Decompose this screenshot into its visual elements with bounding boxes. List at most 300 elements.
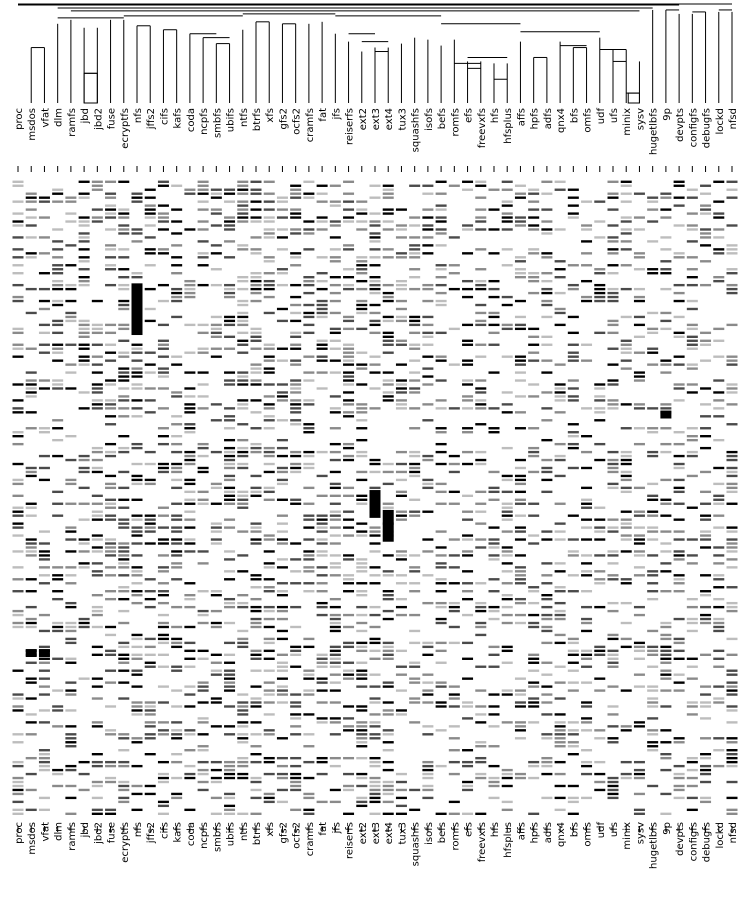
- cell-minix-71: [621, 463, 632, 465]
- cell-debugfs-109: [700, 614, 711, 616]
- cell-tux3-133: [396, 709, 407, 711]
- cell-btrfs-86: [251, 522, 262, 524]
- cell-kafs-71: [171, 463, 182, 465]
- column-label-kafs: kafs: [172, 108, 184, 129]
- cell-devpts-55: [674, 399, 685, 401]
- cell-devpts-141: [674, 741, 685, 743]
- cell-squashfs-153: [409, 789, 420, 791]
- cell-reiserfs-149: [343, 773, 354, 775]
- cell-devpts-18: [674, 252, 685, 254]
- cell-msdos-72: [26, 467, 37, 469]
- cell-dlm-60: [52, 419, 63, 421]
- cell-coda-28: [184, 292, 195, 294]
- cell-isofs-34: [422, 316, 433, 318]
- cell-efs-131: [462, 701, 473, 703]
- cell-coda-2: [184, 189, 195, 191]
- cell-kafs-128: [171, 689, 182, 691]
- cell-cramfs-128: [303, 689, 314, 691]
- cell-ubifs-105: [224, 598, 235, 600]
- cell-lockd-127: [713, 685, 724, 687]
- cell-debugfs-88: [700, 530, 711, 532]
- cell-nfs-57: [132, 407, 143, 409]
- cell-lockd-143: [713, 749, 724, 751]
- cell-ext2-80: [356, 499, 367, 501]
- cell-ext4-29: [383, 296, 394, 298]
- cell-msdos-126: [26, 681, 37, 683]
- cell-jbd-14: [79, 236, 90, 238]
- cell-jbd2-0: [92, 181, 103, 183]
- cell-befs-12: [436, 228, 447, 230]
- cell-cramfs-125: [303, 677, 314, 679]
- cell-ext2-150: [356, 777, 367, 779]
- cell-isofs-14: [422, 236, 433, 238]
- cell-freevxfs-68: [475, 451, 486, 453]
- cell-ocfs2-57: [290, 407, 301, 409]
- cell-ext4-54: [383, 395, 394, 397]
- cell-configfs-122: [687, 666, 698, 668]
- cell-minix-45: [621, 359, 632, 361]
- cell-hugetlbfs-7: [647, 208, 658, 210]
- cell-isofs-150: [422, 777, 433, 779]
- cell-cramfs-139: [303, 733, 314, 735]
- cell-ext3-11: [370, 224, 381, 226]
- cell-isofs-39: [422, 336, 433, 338]
- cell-romfs-156: [449, 801, 460, 803]
- cell-devpts-0: [674, 181, 685, 183]
- cell-minix-0: [621, 181, 632, 183]
- cell-sysv-127: [634, 685, 645, 687]
- cell-freevxfs-111: [475, 622, 486, 624]
- cell-romfs-14: [449, 236, 460, 238]
- cell-reiserfs-95: [343, 558, 354, 560]
- cell-squashfs-52: [409, 387, 420, 389]
- cell-ntfs-116: [237, 642, 248, 644]
- cell-reiserfs-37: [343, 328, 354, 330]
- cell-affs-22: [515, 268, 526, 270]
- cell-lockd-0: [713, 181, 724, 183]
- cell-qnx4-139: [555, 733, 566, 735]
- cell-cramfs-103: [303, 590, 314, 592]
- cell-hugetlbfs-101: [647, 582, 658, 584]
- column-label-coda: coda: [185, 108, 197, 133]
- cell-ntfs-24: [237, 276, 248, 278]
- cell-omfs-149: [581, 773, 592, 775]
- cell-isofs-106: [422, 602, 433, 604]
- cell-jbd2-93: [92, 550, 103, 552]
- cell-hfsplus-93: [502, 550, 513, 552]
- cell-gfs2-60: [277, 419, 288, 421]
- cell-cifs-146: [158, 761, 169, 763]
- column-label-sysv: sysv: [635, 108, 647, 131]
- cell-cifs-57: [158, 407, 169, 409]
- cell-reiserfs-35: [343, 320, 354, 322]
- cell-cramfs-24: [303, 276, 314, 278]
- cell-nfsd-36: [727, 324, 738, 326]
- cell-configfs-65: [687, 439, 698, 441]
- cell-bfs-118: [568, 650, 579, 652]
- cell-bfs-54: [568, 395, 579, 397]
- cell-dlm-97: [52, 566, 63, 568]
- cell-msdos-33: [26, 312, 37, 314]
- cell-gfs2-75: [277, 479, 288, 481]
- cell-fat-68: [317, 451, 328, 453]
- cell-ext3-145: [370, 757, 381, 759]
- cell-isofs-116: [422, 642, 433, 644]
- cell-ext3-159: [370, 813, 381, 815]
- cell-befs-96: [436, 562, 447, 564]
- cell-tux3-159: [396, 813, 407, 815]
- cell-ncpfs-136: [198, 721, 209, 723]
- cell-kafs-116: [171, 642, 182, 644]
- cell-ext2-56: [356, 403, 367, 405]
- cell-kafs-93: [171, 550, 182, 552]
- dark-block-ext3-1: [370, 490, 381, 518]
- cell-hpfs-121: [528, 662, 539, 664]
- cell-ext3-44: [370, 356, 381, 358]
- cell-squashfs-71: [409, 463, 420, 465]
- cell-ufs-42: [608, 348, 619, 350]
- cell-ntfs-79: [237, 495, 248, 497]
- cell-jbd-35: [79, 320, 90, 322]
- cell-bfs-64: [568, 435, 579, 437]
- cell-ext2-111: [356, 622, 367, 624]
- cell-9p-88: [660, 530, 671, 532]
- cell-ubifs-98: [224, 570, 235, 572]
- cell-9p-48: [660, 371, 671, 373]
- cell-reiserfs-24: [343, 276, 354, 278]
- column-label-adfs: adfs: [542, 822, 554, 844]
- cell-affs-150: [515, 777, 526, 779]
- cell-hpfs-73: [528, 471, 539, 473]
- cell-freevxfs-1: [475, 185, 486, 187]
- cell-efs-120: [462, 658, 473, 660]
- cell-ext2-60: [356, 419, 367, 421]
- cell-freevxfs-0: [475, 181, 486, 183]
- cell-jffs2-11: [145, 224, 156, 226]
- cell-ramfs-139: [65, 733, 76, 735]
- cell-affs-149: [515, 773, 526, 775]
- cell-omfs-103: [581, 590, 592, 592]
- cell-vfat-50: [39, 379, 50, 381]
- cell-tux3-71: [396, 463, 407, 465]
- cell-jfs-121: [330, 662, 341, 664]
- cell-nfsd-107: [727, 606, 738, 608]
- cell-squashfs-9: [409, 216, 420, 218]
- cell-tux3-99: [396, 574, 407, 576]
- cell-devpts-69: [674, 455, 685, 457]
- cell-debugfs-148: [700, 769, 711, 771]
- cell-tux3-95: [396, 558, 407, 560]
- cell-omfs-15: [581, 240, 592, 242]
- cell-omfs-45: [581, 359, 592, 361]
- cell-ufs-106: [608, 602, 619, 604]
- cell-freevxfs-56: [475, 403, 486, 405]
- cell-ntfs-159: [237, 813, 248, 815]
- cell-ext2-152: [356, 785, 367, 787]
- cell-reiserfs-43: [343, 352, 354, 354]
- cell-ocfs2-129: [290, 693, 301, 695]
- cell-nfsd-81: [727, 503, 738, 505]
- cell-cramfs-146: [303, 761, 314, 763]
- cell-9p-114: [660, 634, 671, 636]
- cell-minix-17: [621, 248, 632, 250]
- cell-romfs-21: [449, 264, 460, 266]
- cell-smbfs-121: [211, 662, 222, 664]
- cell-coda-69: [184, 455, 195, 457]
- cell-ufs-7: [608, 208, 619, 210]
- cell-configfs-24: [687, 276, 698, 278]
- cell-cifs-138: [158, 729, 169, 731]
- cell-ocfs2-95: [290, 558, 301, 560]
- cell-squashfs-130: [409, 697, 420, 699]
- cell-tux3-26: [396, 284, 407, 286]
- cell-proc-84: [13, 515, 24, 517]
- cell-ufs-71: [608, 463, 619, 465]
- cell-ecryptfs-8: [118, 212, 129, 214]
- cell-reiserfs-50: [343, 379, 354, 381]
- cell-9p-118: [660, 650, 671, 652]
- cell-squashfs-48: [409, 371, 420, 373]
- cell-fat-52: [317, 387, 328, 389]
- cell-hugetlbfs-122: [647, 666, 658, 668]
- cell-ecryptfs-143: [118, 749, 129, 751]
- cell-affs-1: [515, 185, 526, 187]
- cell-configfs-125: [687, 677, 698, 679]
- cell-ext2-65: [356, 439, 367, 441]
- cell-kafs-117: [171, 646, 182, 648]
- cell-coda-93: [184, 550, 195, 552]
- cell-xfs-20: [264, 260, 275, 262]
- cell-minix-77: [621, 487, 632, 489]
- cell-cifs-131: [158, 701, 169, 703]
- cell-cifs-48: [158, 371, 169, 373]
- cell-isofs-38: [422, 332, 433, 334]
- cell-reiserfs-58: [343, 411, 354, 413]
- cell-qnx4-136: [555, 721, 566, 723]
- cell-ubifs-68: [224, 451, 235, 453]
- cell-befs-26: [436, 284, 447, 286]
- cell-romfs-130: [449, 697, 460, 699]
- cell-ext3-26: [370, 284, 381, 286]
- cell-hpfs-25: [528, 280, 539, 282]
- cell-ufs-121: [608, 662, 619, 664]
- cell-ocfs2-19: [290, 256, 301, 258]
- cell-befs-81: [436, 503, 447, 505]
- cell-sysv-34: [634, 316, 645, 318]
- cell-jbd-90: [79, 538, 90, 540]
- cell-cifs-30: [158, 300, 169, 302]
- cell-bfs-66: [568, 443, 579, 445]
- cell-bfs-26: [568, 284, 579, 286]
- cell-jbd-17: [79, 248, 90, 250]
- cell-smbfs-42: [211, 348, 222, 350]
- cell-msdos-92: [26, 546, 37, 548]
- cell-devpts-75: [674, 479, 685, 481]
- cell-reiserfs-48: [343, 371, 354, 373]
- cell-ntfs-1: [237, 185, 248, 187]
- cell-debugfs-62: [700, 427, 711, 429]
- cell-ubifs-116: [224, 642, 235, 644]
- cell-vfat-123: [39, 670, 50, 672]
- cell-affs-97: [515, 566, 526, 568]
- cell-cramfs-13: [303, 232, 314, 234]
- cell-ext4-133: [383, 709, 394, 711]
- cell-ubifs-15: [224, 240, 235, 242]
- cell-ocfs2-137: [290, 725, 301, 727]
- cell-ubifs-79: [224, 495, 235, 497]
- cell-efs-98: [462, 570, 473, 572]
- cell-efs-116: [462, 642, 473, 644]
- cell-hugetlbfs-88: [647, 530, 658, 532]
- cell-ubifs-69: [224, 455, 235, 457]
- cell-affs-80: [515, 499, 526, 501]
- cell-adfs-27: [541, 288, 552, 290]
- cell-freevxfs-101: [475, 582, 486, 584]
- cell-hugetlbfs-142: [647, 745, 658, 747]
- cell-freevxfs-86: [475, 522, 486, 524]
- cell-jffs2-2: [145, 189, 156, 191]
- cell-nfsd-26: [727, 284, 738, 286]
- cell-cifs-26: [158, 284, 169, 286]
- cell-ext3-109: [370, 614, 381, 616]
- cell-ext3-115: [370, 638, 381, 640]
- cell-cramfs-55: [303, 399, 314, 401]
- cell-qnx4-88: [555, 530, 566, 532]
- cell-dlm-21: [52, 264, 63, 266]
- cell-isofs-146: [422, 761, 433, 763]
- cell-ext3-35: [370, 320, 381, 322]
- cell-fat-5: [317, 200, 328, 202]
- cell-reiserfs-117: [343, 646, 354, 648]
- cell-configfs-145: [687, 757, 698, 759]
- cell-dlm-78: [52, 491, 63, 493]
- cell-msdos-27: [26, 288, 37, 290]
- cell-ext4-103: [383, 590, 394, 592]
- cell-affs-36: [515, 324, 526, 326]
- cell-udf-10: [594, 220, 605, 222]
- cell-hfsplus-29: [502, 296, 513, 298]
- cell-adfs-39: [541, 336, 552, 338]
- cell-nfsd-145: [727, 757, 738, 759]
- cell-cifs-114: [158, 634, 169, 636]
- cell-sysv-49: [634, 375, 645, 377]
- cell-coda-129: [184, 693, 195, 695]
- cell-befs-22: [436, 268, 447, 270]
- cell-proc-159: [13, 813, 24, 815]
- cell-squashfs-83: [409, 511, 420, 513]
- cell-isofs-12: [422, 228, 433, 230]
- cell-xfs-29: [264, 296, 275, 298]
- column-label-debugfs: debugfs: [701, 108, 713, 149]
- cell-dlm-27: [52, 288, 63, 290]
- cell-affs-74: [515, 475, 526, 477]
- cell-hfsplus-44: [502, 356, 513, 358]
- cell-efs-62: [462, 427, 473, 429]
- cell-jfs-73: [330, 471, 341, 473]
- cell-ncpfs-54: [198, 395, 209, 397]
- column-label-minix: minix: [622, 822, 634, 850]
- column-label-ext2: ext2: [357, 822, 369, 845]
- cell-squashfs-35: [409, 320, 420, 322]
- column-label-jbd2: jbd2: [93, 108, 105, 130]
- cell-efs-94: [462, 554, 473, 556]
- cell-ext4-82: [383, 507, 394, 509]
- cell-bfs-139: [568, 733, 579, 735]
- cell-sysv-84: [634, 515, 645, 517]
- cell-befs-106: [436, 602, 447, 604]
- cell-cifs-111: [158, 622, 169, 624]
- cell-fuse-22: [105, 268, 116, 270]
- cell-adfs-107: [541, 606, 552, 608]
- cell-btrfs-130: [251, 697, 262, 699]
- cell-jbd2-119: [92, 654, 103, 656]
- cell-qnx4-96: [555, 562, 566, 564]
- cell-bfs-41: [568, 344, 579, 346]
- cell-ncpfs-1: [198, 185, 209, 187]
- cell-romfs-108: [449, 610, 460, 612]
- cell-dlm-100: [52, 578, 63, 580]
- cell-bfs-27: [568, 288, 579, 290]
- cell-debugfs-16: [700, 244, 711, 246]
- cell-configfs-74: [687, 475, 698, 477]
- cell-jffs2-152: [145, 785, 156, 787]
- cell-squashfs-80: [409, 499, 420, 501]
- cell-reiserfs-145: [343, 757, 354, 759]
- cell-ncpfs-108: [198, 610, 209, 612]
- cell-isofs-124: [422, 674, 433, 676]
- cell-ubifs-85: [224, 518, 235, 520]
- cell-jfs-107: [330, 606, 341, 608]
- cell-nfs-12: [132, 228, 143, 230]
- cell-adfs-0: [541, 181, 552, 183]
- cell-qnx4-51: [555, 383, 566, 385]
- cell-qnx4-114: [555, 634, 566, 636]
- cell-befs-78: [436, 491, 447, 493]
- cell-kafs-72: [171, 467, 182, 469]
- cell-jbd-53: [79, 391, 90, 393]
- cell-ufs-46: [608, 363, 619, 365]
- cell-ntfs-34: [237, 316, 248, 318]
- cell-hugetlbfs-132: [647, 705, 658, 707]
- cell-fuse-61: [105, 423, 116, 425]
- cell-configfs-11: [687, 224, 698, 226]
- cell-adfs-41: [541, 344, 552, 346]
- cell-jbd2-146: [92, 761, 103, 763]
- column-label-gfs2: gfs2: [278, 822, 290, 844]
- cell-cramfs-38: [303, 332, 314, 334]
- cell-ext2-145: [356, 757, 367, 759]
- cell-dlm-81: [52, 503, 63, 505]
- cell-ecryptfs-156: [118, 801, 129, 803]
- cell-ext2-89: [356, 534, 367, 536]
- cell-squashfs-57: [409, 407, 420, 409]
- cell-cramfs-3: [303, 193, 314, 195]
- cell-sysv-107: [634, 606, 645, 608]
- cell-omfs-82: [581, 507, 592, 509]
- cell-lockd-55: [713, 399, 724, 401]
- cell-nfs-141: [132, 741, 143, 743]
- cell-vfat-32: [39, 308, 50, 310]
- cell-dlm-31: [52, 304, 63, 306]
- cell-gfs2-84: [277, 515, 288, 517]
- cell-ufs-100: [608, 578, 619, 580]
- cell-ufs-28: [608, 292, 619, 294]
- cell-fuse-68: [105, 451, 116, 453]
- cell-ecryptfs-147: [118, 765, 129, 767]
- cell-befs-9: [436, 216, 447, 218]
- cell-configfs-39: [687, 336, 698, 338]
- cell-ext3-8: [370, 212, 381, 214]
